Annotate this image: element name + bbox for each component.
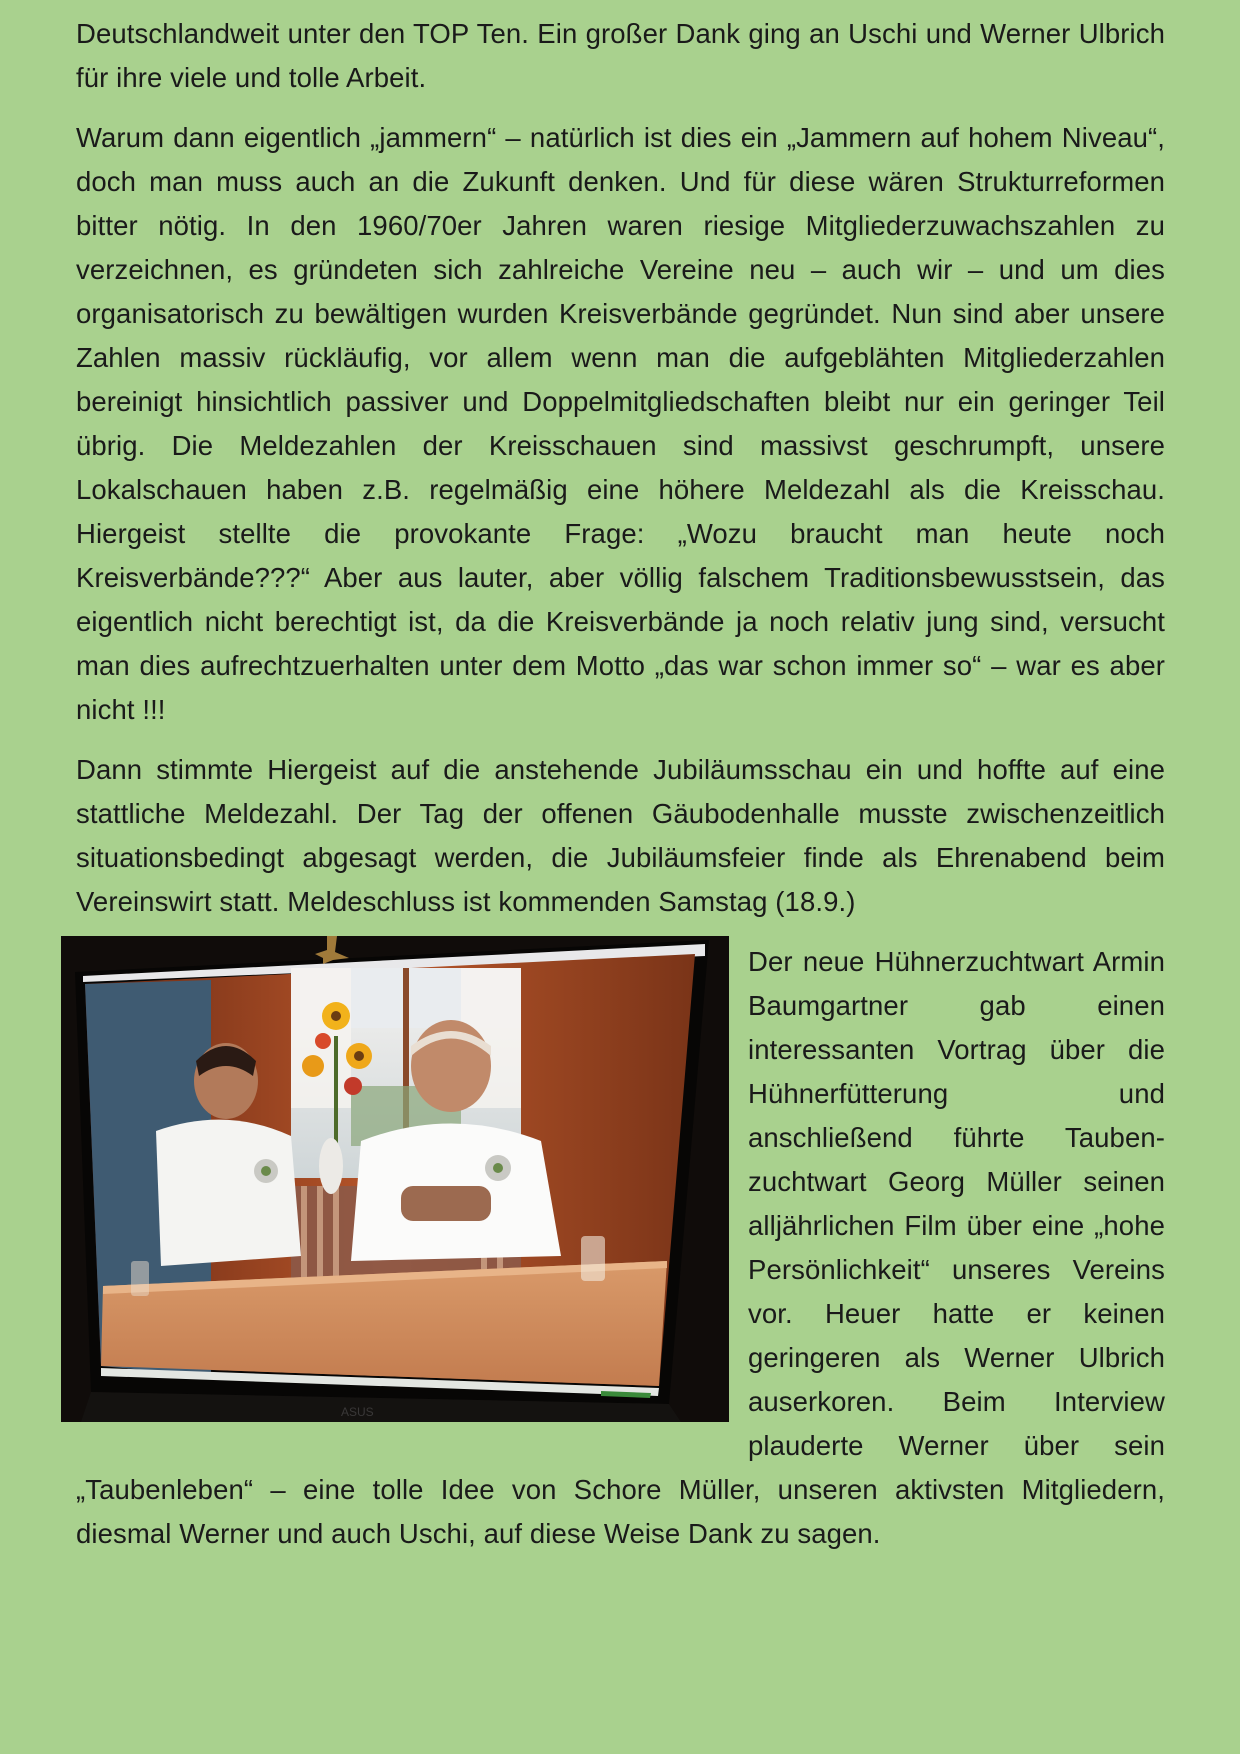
laptop-photo bbox=[61, 936, 729, 1422]
paragraph-strukturreform: Warum dann eigentlich „jammern“ – natürlich ist dies ein „Jammern auf hohem Niveau“, doch man muss auch an die Zukunft denken. Und für diese wären Strukturreformen bitter nötig. In den 1960/70er Jahren waren riesige Mitgliederzuwachszahlen zu verzeichnen, es gründeten sich zahlreiche Vereine neu – auch wir – und um dies organisatorisch zu bewältigen wurden Kreisverbände gegründet. Nun sind aber unsere Zahlen massiv rückläufig, vor allem wenn man die aufgeblähten Mitgliederzahlen bereinigt hinsichtlich passiver und Doppelmitgliedschaften bleibt nur ein geringer Teil übrig. Die Meldezahlen der Kreisschauen sind massivst geschrumpft, unsere Lokalschauen haben z.B. regelmäßig eine höhere Meldezahl als die Kreisschau. Hiergeist stellte die provokante Frage: „Wozu braucht man heute noch Kreisverbände???“ Aber aus lauter, aber völlig falschem Traditionsbewusstsein, das eigentlich nicht berechtigt ist, da die Kreisverbände ja noch relativ jung sind, versucht man dies aufrechtzuerhalten unter dem Motto „das war schon immer so“ – war es aber nicht !!! bbox=[76, 122, 1165, 725]
paragraph-top-ten: Deutschlandweit unter den TOP Ten. Ein großer Dank ging an Uschi und Werner Ulbrich für ihre viele und tolle Arbeit. bbox=[76, 18, 1165, 93]
paragraph-jubilaeumsschau: Dann stimmte Hiergeist auf die anstehende Jubiläumsschau ein und hoffte auf eine stattliche Meldezahl. Der Tag der offenen Gäubodenhalle musste zwischenzeitlich situationsbedingt abgesagt werden, die Jubiläumsfeier finde als Ehrenabend beim Vereinswirt statt. Meldeschluss ist kommenden Samstag (18.9.) bbox=[76, 754, 1165, 917]
paragraph-vortrag: Der neue Hühnerzuchtwart Armin Baumgartner gab einen interessanten Vortrag über die Hühnerfütterung und anschließend führte Tauben-zuchtwart Georg Müller seinen alljährlichen Film über eine „hohe Persönlichkeit“ unseres Vereins vor. Heuer hatte er keinen geringeren als Werner Ulbrich auserkoren. Beim Interview plauderte Werner über sein „Taubenleben“ – eine tolle Idee von Schore Müller, unseren aktivsten Mitgliedern, diesmal Werner und auch Uschi, auf diese Weise Dank zu sagen. bbox=[76, 946, 1165, 1549]
laptop-photo-icon bbox=[61, 936, 729, 1422]
document-body bbox=[76, 12, 1165, 1572]
laptop-brand-label: ASUS bbox=[341, 1405, 374, 1419]
